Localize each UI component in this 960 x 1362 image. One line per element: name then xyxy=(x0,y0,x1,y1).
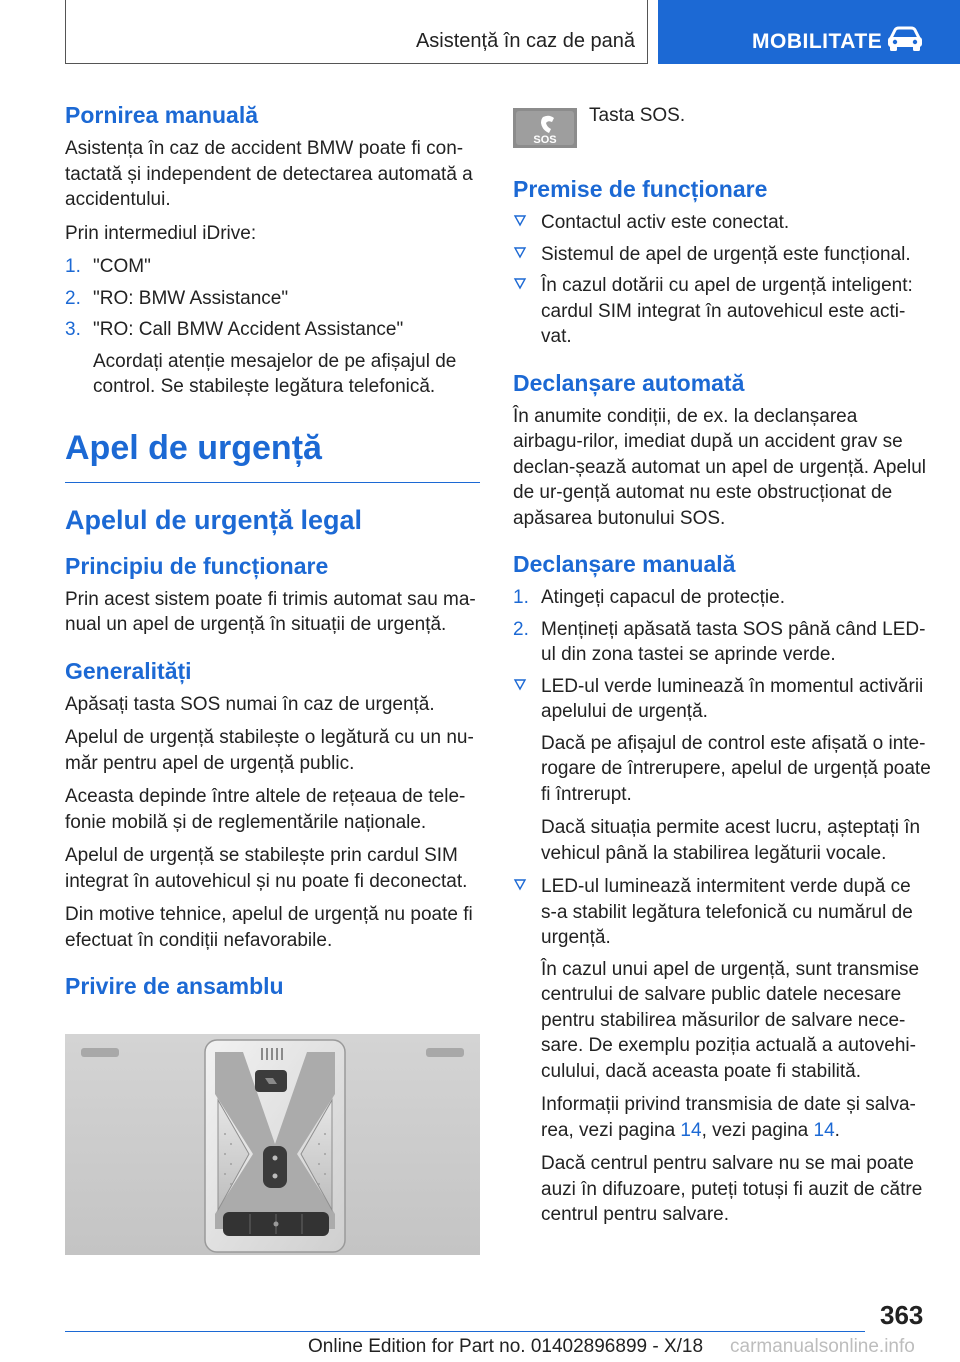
list-item xyxy=(513,874,931,951)
paragraph: Apelul de urgență se stabilește prin cardul SIM integrat în autovehicul și nu poate fi deconectat. xyxy=(65,845,468,892)
triangle-bullet-icon xyxy=(513,877,527,891)
list-text: Atingeți capacul de protecție. xyxy=(541,587,785,608)
list-item xyxy=(513,273,931,350)
footer-rule xyxy=(65,1331,865,1332)
footer-edition: Online Edition for Part no. 01402896899 - X/18 xyxy=(308,1336,704,1357)
list-item xyxy=(513,674,931,725)
paragraph: Dacă centrul pentru salvare nu se mai poate auzi în difuzoare, puteți totuși fi auzit de către centrul pentru salvare. xyxy=(541,1153,923,1225)
heading-generalitati: Generalități xyxy=(65,657,192,684)
triangle-bullet-icon xyxy=(513,276,527,290)
list-text: Mențineți apăsată tasta SOS până când LED-ul din zona tastei se aprinde verde. xyxy=(541,618,926,665)
watermark: carmanualsonline.info xyxy=(730,1336,915,1357)
list-text: În cazul dotării cu apel de urgență inteligent: cardul SIM integrat în autovehicul este acti-vat. xyxy=(541,275,913,347)
list-item xyxy=(65,286,480,312)
sos-key-label: SOS xyxy=(533,134,557,146)
paragraph: Asistența în caz de accident BMW poate fi con-tactată și independent de detectarea automată a accidentului. xyxy=(65,138,473,210)
triangle-bullet-icon xyxy=(513,245,527,259)
list-text: "COM" xyxy=(93,256,151,277)
list-number: 1. xyxy=(65,256,81,277)
heading-apel-de-urgenta: Apel de urgență xyxy=(65,428,322,467)
numbered-list xyxy=(65,254,480,343)
paragraph: Apăsați tasta SOS numai în caz de urgență. xyxy=(65,693,435,715)
text: , vezi pagina xyxy=(701,1119,814,1141)
heading-pornirea-manuala: Pornirea manuală xyxy=(65,102,259,128)
list-number: 2. xyxy=(65,287,81,309)
right-column xyxy=(513,100,931,1236)
header-title-box xyxy=(65,0,648,64)
mobilitate-tab[interactable] xyxy=(658,0,960,64)
paragraph: Din motive tehnice, apelul de urgență nu poate fi efectuat în condiții nefavorabile. xyxy=(65,904,473,951)
paragraph: Dacă pe afișajul de control este afișată o inte-rogare de întrerupere, apelul de urgență poate fi întrerupt. xyxy=(541,732,931,805)
list-text: "RO: Call BMW Accident Assistance" xyxy=(93,319,404,340)
sos-key-row xyxy=(513,100,931,172)
sos-key-icon xyxy=(513,108,577,148)
text: Informații privind transmisia de date și salva-rea, vezi pagina xyxy=(541,1094,916,1141)
list-item xyxy=(513,617,931,668)
paragraph: Prin intermediul iDrive: xyxy=(65,222,257,244)
list-number: 2. xyxy=(513,618,529,640)
page-link[interactable]: 14 xyxy=(680,1119,702,1141)
paragraph: În cazul unui apel de urgență, sunt transmise centrului de salvare public datele necesare pentru stabilirea măsurilor de salvare nece-sare. De exemplu poziția actuală a autovehi-culului, dacă aceasta poate fi stabilită. xyxy=(541,958,920,1082)
step-note: Acordați atenție mesajelor de pe afișajul de control. Se stabilește legătura telefonică. xyxy=(93,350,457,397)
list-text: "RO: BMW Assistance" xyxy=(93,287,289,309)
bullet-list xyxy=(513,210,931,350)
list-item xyxy=(513,585,931,611)
list-item xyxy=(65,254,480,280)
paragraph: Dacă situația permite acest lucru, așteptați în vehicul până la stabilirea legăturii vocale. xyxy=(541,817,921,864)
triangle-bullet-icon xyxy=(513,213,527,227)
heading-apelul-legal: Apelul de urgență legal xyxy=(65,504,363,535)
car-icon xyxy=(886,26,924,52)
list-number: 1. xyxy=(513,587,529,608)
list-text: LED-ul luminează intermitent verde după ce s-a stabilit legătura telefonică cu numărul de urgență. xyxy=(541,876,913,948)
heading-privire: Privire de ansamblu xyxy=(65,973,284,999)
paragraph: Apelul de urgență stabilește o legătură cu un nu-măr pentru apel de urgență public. xyxy=(65,727,474,774)
list-text: Sistemul de apel de urgență este funcțional. xyxy=(541,243,911,265)
list-item xyxy=(513,242,931,268)
paragraph: Prin acest sistem poate fi trimis automat sau ma-nual un apel de urgență în situații de urgență. xyxy=(65,588,476,635)
triangle-bullet-icon xyxy=(513,677,527,691)
list-item xyxy=(65,317,480,343)
left-column xyxy=(65,100,480,1007)
paragraph: Aceasta depinde între altele de rețeaua de tele-fonie mobilă și de reglementările naționale. xyxy=(65,786,466,833)
heading-premise: Premise de funcționare xyxy=(513,176,768,202)
page-number: 363 xyxy=(880,1300,924,1330)
paragraph: În anumite condiții, de ex. la declanșarea airbagu-rilor, imediat după un accident grav se declan-șează automat un apel de urgență. Apelul de ur-gență automat nu este obstrucționat de apăsarea butonului SOS. xyxy=(513,405,927,529)
list-number: 3. xyxy=(65,319,81,340)
heading-declansare-automata: Declanșare automată xyxy=(513,369,745,396)
header-title: Asistență în caz de pană xyxy=(415,30,635,52)
tab-label: MOBILITATE xyxy=(752,30,883,53)
heading-principiu: Principiu de funcționare xyxy=(65,552,329,579)
text: . xyxy=(834,1119,840,1141)
heading-declansare-manuala: Declanșare manuală xyxy=(513,551,736,577)
list-text: LED-ul verde luminează în momentul activării apelului de urgență. xyxy=(541,675,924,722)
heading-rule xyxy=(65,482,480,483)
numbered-list xyxy=(513,585,931,725)
overhead-console-illustration xyxy=(65,1034,480,1255)
bullet-list xyxy=(513,874,931,951)
paragraph xyxy=(513,1092,931,1143)
list-text: Contactul activ este conectat. xyxy=(541,212,790,233)
sos-caption: Tasta SOS. xyxy=(589,105,686,126)
page-link[interactable]: 14 xyxy=(813,1119,835,1141)
list-item xyxy=(513,210,931,236)
